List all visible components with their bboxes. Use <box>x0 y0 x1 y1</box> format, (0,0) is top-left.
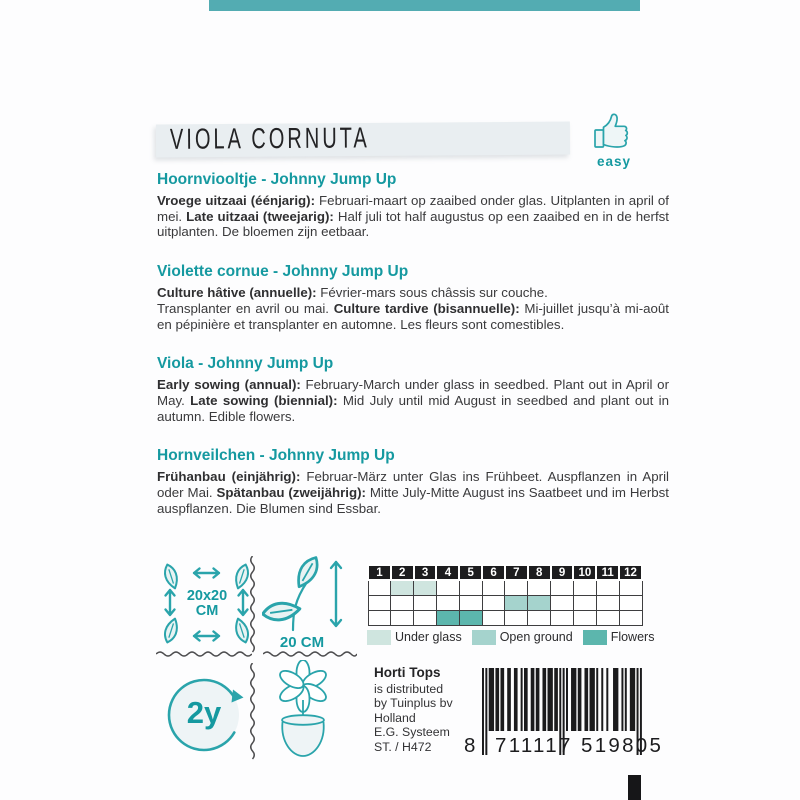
calendar-month-cell: 11 <box>596 565 619 580</box>
barcode-first-digit: 8 <box>464 734 476 757</box>
title-band <box>156 122 570 158</box>
spacing-leaves-icon <box>153 556 260 653</box>
calendar-cell <box>505 580 528 596</box>
legend-label: Flowers <box>610 630 655 644</box>
calendar-cell <box>391 611 414 626</box>
calendar-cell <box>391 580 414 596</box>
distributor-line: E.G. Systeem <box>374 725 450 740</box>
distributor-name: Horti Tops <box>374 665 441 680</box>
print-registration-mark <box>628 775 641 800</box>
calendar-cell <box>459 596 482 611</box>
vertical-divider-bottom <box>248 663 257 763</box>
legend-item <box>367 630 462 645</box>
circular-arrow-icon <box>160 671 248 759</box>
calendar-month-cell: 10 <box>573 565 596 580</box>
legend-item <box>583 630 655 645</box>
section-en <box>157 354 669 424</box>
calendar-month-cell: 1 <box>368 565 391 580</box>
barcode-left-digits: 711117 <box>495 734 573 757</box>
calendar-cell <box>368 596 391 611</box>
calendar-row <box>368 596 642 611</box>
calendar-row <box>368 580 642 596</box>
calendar-cell <box>436 596 459 611</box>
distributor-line: ST. / H472 <box>374 739 432 754</box>
calendar-cell <box>551 611 574 626</box>
calendar-cell <box>573 596 596 611</box>
cycle-label: 2y <box>186 695 222 730</box>
top-color-bar <box>209 0 640 11</box>
section-title: Hoornviooltje - Johnny Jump Up <box>157 171 397 188</box>
distributor-line: Holland <box>374 710 416 725</box>
product-title: VIOLA CORNUTA <box>169 122 370 157</box>
flower-pot-icon <box>270 660 342 760</box>
section-body: Culture hâtive (annuelle): Février-mars sous châssis sur couche. Transplanter en avril ou mai. Culture tardive (bisannuelle): Mi-juillet jusqu’à mi-août en pépinière et transplanter en automne. Les fleurs sont comestibles. <box>157 285 669 332</box>
thumbs-up-icon <box>583 110 645 154</box>
easy-label: easy <box>596 154 632 169</box>
easy-badge <box>583 110 645 169</box>
calendar-cell <box>528 580 551 596</box>
calendar-cell <box>505 611 528 626</box>
calendar-cell <box>436 580 459 596</box>
calendar-cell <box>528 596 551 611</box>
calendar-month-cell: 9 <box>551 565 574 580</box>
legend-swatch <box>367 630 391 645</box>
calendar-month-cell: 5 <box>459 565 482 580</box>
calendar-cell <box>573 611 596 626</box>
calendar-cell <box>482 596 505 611</box>
legend-swatch <box>472 630 496 645</box>
section-title: Viola - Johnny Jump Up <box>157 355 334 373</box>
section-nl <box>157 170 669 240</box>
calendar-cell <box>551 580 574 596</box>
calendar-month-cell: 4 <box>436 565 459 580</box>
calendar-row <box>368 611 642 626</box>
calendar-cell <box>596 611 619 626</box>
calendar-cell <box>596 580 619 596</box>
section-body: Vroege uitzaai (éénjarig): Februari-maart op zaaibed onder glas. Uitplanten in april of mei. Late uitzaai (tweejarig): Half juli tot half augustus op een zaaibed en in de herfst uitplanten. De bloemen zijn eetbaar. <box>157 193 670 240</box>
section-de <box>157 446 669 516</box>
spacing-label-line2: CM <box>195 603 219 619</box>
calendar-cell <box>436 611 459 626</box>
ean13-barcode <box>462 668 664 760</box>
calendar-cell <box>414 611 437 626</box>
section-title: Violette cornue - Johnny Jump Up <box>157 263 409 281</box>
calendar-month-cell: 3 <box>414 565 437 580</box>
sowing-calendar-table <box>367 564 643 626</box>
calendar-cell <box>596 596 619 611</box>
height-label: 20 CM <box>279 634 325 651</box>
section-body: Early sowing (annual): February-March under glass in seedbed. Plant out in April or May. Late sowing (biennial): Mid July until mid August in seedbed and plant out in autumn. Edible flowers. <box>157 377 670 424</box>
calendar-cell <box>619 580 642 596</box>
calendar-cell <box>459 611 482 626</box>
calendar-cell <box>551 596 574 611</box>
calendar-cell <box>619 611 642 626</box>
horizontal-divider-left <box>156 650 252 658</box>
barcode-right-digits: 519805 <box>581 734 664 757</box>
calendar-month-header <box>368 565 642 580</box>
calendar-cell <box>414 596 437 611</box>
legend-swatch <box>583 630 607 645</box>
calendar-cell <box>573 580 596 596</box>
section-body: Frühanbau (einjährig): Februar-März unter Glas ins Frühbeet. Auspflanzen in April oder Mai. Spätanbau (zweijährig): Mitte July-Mitte August ins Saatbeet und im Herbst auspflanzen. Die Blumen sind Essbar. <box>157 469 669 516</box>
calendar-cell <box>414 580 437 596</box>
calendar-cell <box>391 596 414 611</box>
spacing-label-line1: 20x20 <box>186 588 228 604</box>
section-title: Hornveilchen - Johnny Jump Up <box>157 447 395 465</box>
language-sections <box>157 170 669 538</box>
legend-item <box>472 630 573 645</box>
calendar-body <box>368 580 642 626</box>
calendar-cell <box>368 580 391 596</box>
calendar-cell <box>459 580 482 596</box>
calendar-cell <box>482 611 505 626</box>
distributor-line: is distributed <box>374 681 444 696</box>
legend-label: Open ground <box>499 630 573 644</box>
calendar-month-cell: 8 <box>528 565 551 580</box>
legend-label: Under glass <box>395 630 462 644</box>
calendar-month-cell: 12 <box>619 565 642 580</box>
calendar-cell <box>368 611 391 626</box>
calendar-month-cell: 7 <box>505 565 528 580</box>
vertical-divider-top <box>248 556 257 653</box>
calendar-legend <box>367 629 664 645</box>
calendar-cell <box>619 596 642 611</box>
calendar-month-cell: 6 <box>482 565 505 580</box>
calendar-cell <box>505 596 528 611</box>
section-fr <box>157 262 669 332</box>
distributor-line: by Tuinplus bv <box>374 696 453 711</box>
calendar-cell <box>528 611 551 626</box>
calendar-month-cell: 2 <box>391 565 414 580</box>
horizontal-divider-right <box>263 650 357 658</box>
calendar-cell <box>482 580 505 596</box>
plant-height-icon <box>262 556 358 652</box>
